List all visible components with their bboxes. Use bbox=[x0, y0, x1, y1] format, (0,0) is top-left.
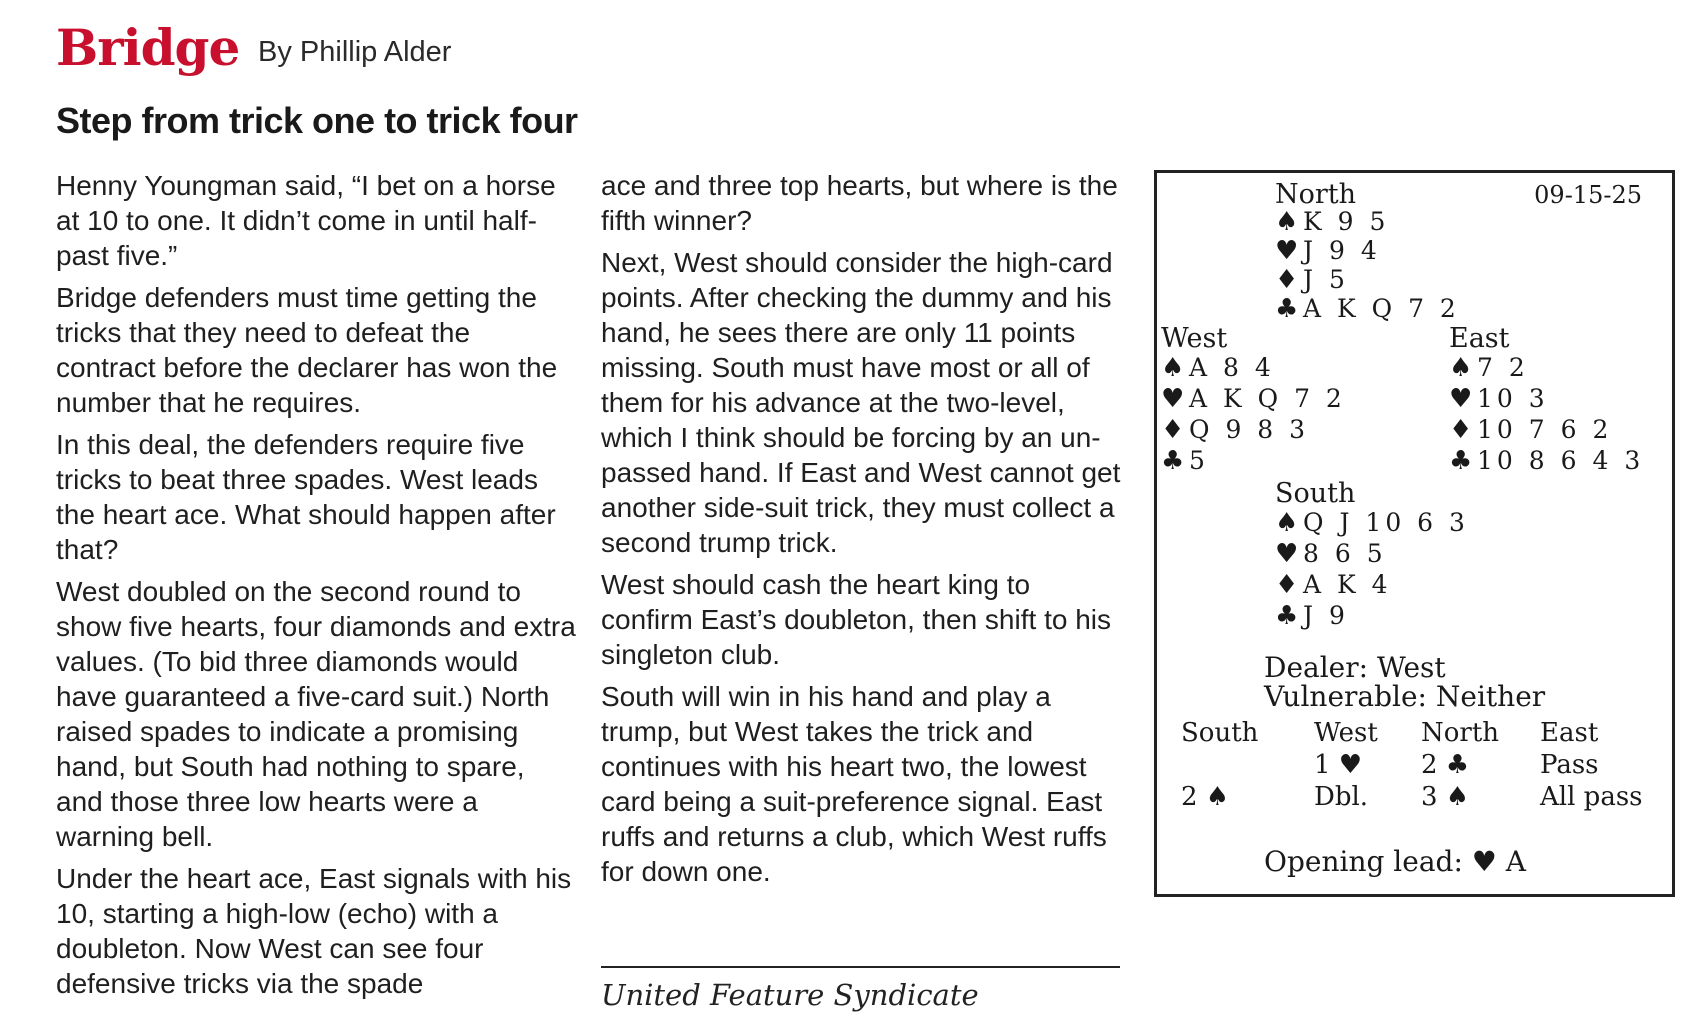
diamond-icon: ♦ bbox=[1449, 415, 1473, 445]
byline: By Phillip Alder bbox=[258, 36, 452, 68]
diamond-icon: ♦ bbox=[1275, 265, 1299, 295]
west-diamonds: ♦ Q 9 8 3 bbox=[1161, 415, 1310, 445]
auction-bid: All pass bbox=[1540, 782, 1643, 812]
auction-bid: 1 ♥ bbox=[1314, 750, 1363, 780]
paragraph: West doubled on the second round to show five hearts, four diamonds and extra values. (To bid three diamonds would have guaranteed a five-card suit.) North raised spades to indicate a promising hand, but South had nothing to spare, and those three low hearts were a warning bell. bbox=[56, 576, 576, 852]
opening-lead: Opening lead: ♥ A bbox=[1264, 845, 1526, 878]
auction-bid: Pass bbox=[1540, 750, 1599, 780]
west-label: West bbox=[1161, 323, 1228, 354]
heart-icon: ♥ bbox=[1275, 236, 1299, 266]
south-clubs: ♣ J 9 bbox=[1275, 601, 1349, 631]
south-spades: ♠ Q J 10 6 3 bbox=[1275, 508, 1469, 538]
north-diamonds: ♦ J 5 bbox=[1275, 265, 1349, 295]
west-spades: ♠ A 8 4 bbox=[1161, 353, 1275, 383]
auction-bid: Dbl. bbox=[1314, 782, 1369, 812]
auction-header-south: South bbox=[1181, 718, 1259, 748]
club-icon: ♣ bbox=[1275, 601, 1299, 631]
article-column-2 bbox=[601, 168, 1123, 896]
bridge-logo: Bridge bbox=[56, 18, 240, 77]
east-spades: ♠ 7 2 bbox=[1449, 353, 1529, 383]
west-clubs: ♣ 5 bbox=[1161, 446, 1209, 476]
north-spades: ♠ K 9 5 bbox=[1275, 207, 1390, 237]
syndicate-credit: United Feature Syndicate bbox=[601, 978, 979, 1012]
spade-icon: ♠ bbox=[1449, 353, 1473, 383]
paragraph: West should cash the heart king to confirm East’s doubleton, then shift to his singleton club. bbox=[601, 569, 1111, 670]
east-diamonds: ♦ 10 7 6 2 bbox=[1449, 415, 1613, 445]
south-hearts: ♥ 8 6 5 bbox=[1275, 539, 1387, 569]
west-hearts: ♥ A K Q 7 2 bbox=[1161, 384, 1346, 414]
club-icon: ♣ bbox=[1161, 446, 1185, 476]
north-clubs: ♣ A K Q 7 2 bbox=[1275, 294, 1460, 324]
auction-header-east: East bbox=[1540, 718, 1599, 748]
diamond-icon: ♦ bbox=[1161, 415, 1185, 445]
auction-bid: 3 ♠ bbox=[1421, 782, 1470, 812]
east-label: East bbox=[1449, 323, 1510, 354]
east-clubs: ♣ 10 8 6 4 3 bbox=[1449, 446, 1645, 476]
paragraph: Bridge defenders must time getting the tricks that they need to defeat the contract before the declarer has won the number that he requires. bbox=[56, 282, 558, 418]
dealer-info: Dealer: West bbox=[1264, 651, 1446, 684]
heart-icon: ♥ bbox=[1449, 384, 1473, 414]
vulnerability-info: Vulnerable: Neither bbox=[1264, 680, 1546, 713]
heart-icon: ♥ bbox=[1275, 539, 1299, 569]
auction-bid: 2 ♣ bbox=[1421, 750, 1470, 780]
deal-diagram bbox=[1154, 170, 1675, 897]
spade-icon: ♠ bbox=[1161, 353, 1185, 383]
club-icon: ♣ bbox=[1275, 294, 1299, 324]
club-icon: ♣ bbox=[1449, 446, 1473, 476]
article-column-1 bbox=[56, 168, 576, 1008]
north-hearts: ♥ J 9 4 bbox=[1275, 236, 1381, 266]
diagram-date: 09-15-25 bbox=[1534, 181, 1642, 209]
paragraph: Under the heart ace, East signals with his 10, starting a high-low (echo) with a doubleton. Now West can see four defensive tricks via the spade bbox=[56, 863, 572, 999]
south-label: South bbox=[1275, 478, 1356, 509]
paragraph: In this deal, the defenders require five tricks to beat three spades. West leads the heart ace. What should happen after that? bbox=[56, 429, 556, 565]
paragraph: Next, West should consider the high-card points. After checking the dummy and his hand, he sees there are only 11 points missing. South must have most or all of them for his advance at the two-level, which I think should be forcing by an un-passed hand. If East and West cannot get another side-suit trick, they must collect a second trump trick. bbox=[601, 247, 1121, 558]
paragraph: Henny Youngman said, “I bet on a horse at 10 to one. It didn’t come in until half-past five.” bbox=[56, 170, 556, 271]
paragraph: ace and three top hearts, but where is the fifth winner? bbox=[601, 170, 1118, 236]
heart-icon: ♥ bbox=[1161, 384, 1185, 414]
diamond-icon: ♦ bbox=[1275, 570, 1299, 600]
paragraph: South will win in his hand and play a trump, but West takes the trick and continues with his heart two, the lowest card being a suit-preference signal. East ruffs and returns a club, which West ruffs for down one. bbox=[601, 681, 1107, 887]
north-label: North bbox=[1275, 179, 1357, 210]
auction-bid: 2 ♠ bbox=[1181, 782, 1230, 812]
headline: Step from trick one to trick four bbox=[56, 100, 578, 141]
auction-header-north: North bbox=[1421, 718, 1500, 748]
auction-header-west: West bbox=[1314, 718, 1378, 748]
east-hearts: ♥ 10 3 bbox=[1449, 384, 1549, 414]
spade-icon: ♠ bbox=[1275, 207, 1299, 237]
credit-divider bbox=[601, 966, 1120, 968]
spade-icon: ♠ bbox=[1275, 508, 1299, 538]
south-diamonds: ♦ A K 4 bbox=[1275, 570, 1392, 600]
